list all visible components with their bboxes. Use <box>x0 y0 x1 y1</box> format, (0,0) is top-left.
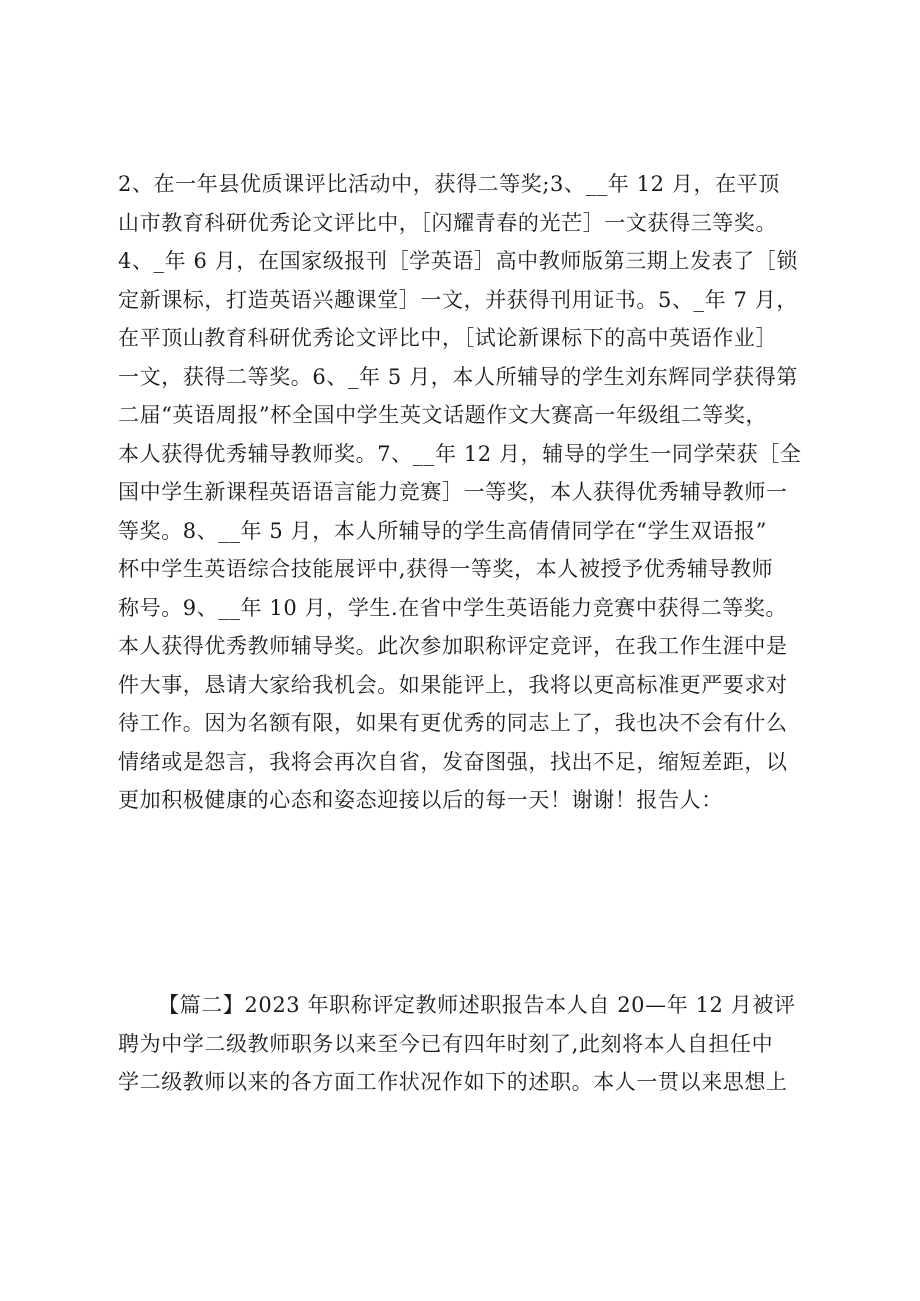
text-line: 情绪或是怨言，我将会再次自省，发奋图强，找出不足，缩短差距，以 <box>118 749 788 774</box>
text-line: 4、_年 6 月，在国家级报刊［学英语］高中教师版第三期上发表了［锁 <box>118 249 798 273</box>
body-paragraph-report <box>118 986 838 1102</box>
text-line: 一文，获得二等奖。6、_年 5 月，本人所辅导的学生刘东辉同学获得第 <box>118 364 798 389</box>
text-line: 件大事，恳请大家给我机会。如果能评上，我将以更高标准更严要求对 <box>118 672 788 697</box>
body-paragraph-awards <box>118 165 838 820</box>
text-line: 本人获得优秀辅导教师奖。7、__年 12 月，辅导的学生一同学荣获［全 <box>118 441 802 466</box>
text-line: 山市教育科研优秀论文评比中，［闪耀青春的光芒］一文获得三等奖。 <box>118 210 778 235</box>
text-line: 本人获得优秀教师辅导奖。此次参加职称评定竞评，在我工作生涯中是 <box>118 634 788 658</box>
text-line: 定新课标，打造英语兴趣课堂］一文，并获得刊用证书。5、_年 7 月， <box>118 287 798 312</box>
text-line: 更加积极健康的心态和姿态迎接以后的每一天！谢谢！报告人： <box>118 788 723 812</box>
text-line: 杯中学生英语综合技能展评中,获得一等奖，本人被授予优秀辅导教师 <box>118 557 774 581</box>
text-line-indented: 【篇二】2023 年职称评定教师述职报告本人自 20—年 12 月被评 <box>158 993 796 1017</box>
text-line: 在平顶山教育科研优秀论文评比中，［试论新课标下的高中英语作业］ <box>118 326 778 350</box>
text-line: 学二级教师以来的各方面工作状况作如下的述职。本人一贯以来思想上 <box>118 1070 788 1094</box>
text-line: 国中学生新课程英语语言能力竞赛］一等奖，本人获得优秀辅导教师一 <box>118 480 788 504</box>
text-line: 2、在一年县优质课评比活动中，获得二等奖;3、__年 12 月，在平顶 <box>118 172 780 196</box>
text-line: 聘为中学二级教师职务以来至今已有四年时刻了,此刻将本人自担任中 <box>118 1031 774 1056</box>
text-line: 称号。9、__年 10 月，学生.在省中学生英语能力竞赛中获得二等奖。 <box>118 595 788 620</box>
text-line: 待工作。因为名额有限，如果有更优秀的同志上了，我也决不会有什么 <box>118 711 788 735</box>
text-line: 等奖。8、__年 5 月，本人所辅导的学生高倩倩同学在“学生双语报” <box>118 518 767 543</box>
text-line: 二届“英语周报”杯全国中学生英文话题作文大赛高一年级组二等奖， <box>118 403 768 427</box>
